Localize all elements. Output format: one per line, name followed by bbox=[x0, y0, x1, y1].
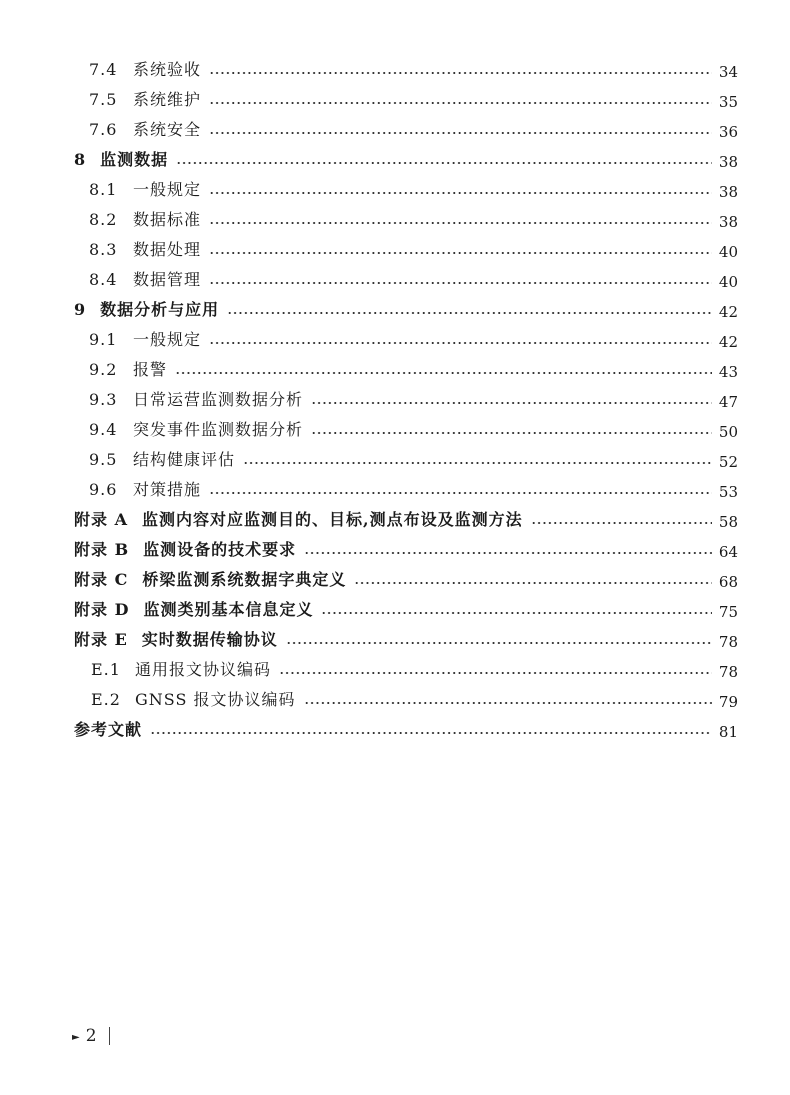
toc-entry[interactable] bbox=[0, 685, 790, 715]
dot-leader bbox=[209, 251, 712, 255]
toc-page-number: 53 bbox=[718, 483, 738, 501]
toc-entry[interactable] bbox=[0, 655, 790, 685]
toc-page-number: 50 bbox=[718, 423, 738, 441]
toc-number: 9 bbox=[74, 300, 87, 319]
toc-title: 结构健康评估 bbox=[133, 450, 236, 469]
toc-entry[interactable] bbox=[0, 475, 790, 505]
toc-number: 9.6 bbox=[89, 480, 118, 499]
toc-entry[interactable] bbox=[0, 355, 790, 385]
toc-appendix-entry[interactable] bbox=[0, 535, 790, 565]
page-footer bbox=[72, 1026, 110, 1046]
dot-leader bbox=[209, 491, 712, 495]
toc-page-number: 35 bbox=[718, 93, 738, 111]
toc-page-number: 81 bbox=[718, 723, 738, 741]
toc-page-number: 68 bbox=[718, 573, 738, 591]
toc-title: 一般规定 bbox=[133, 180, 202, 199]
toc-number: 9.2 bbox=[89, 360, 118, 379]
toc-title: 系统安全 bbox=[133, 120, 202, 139]
toc-number: 8.4 bbox=[89, 270, 118, 289]
dot-leader bbox=[311, 431, 712, 435]
toc-number: 8.3 bbox=[89, 240, 118, 259]
dot-leader bbox=[279, 671, 712, 675]
toc-page-number: 43 bbox=[718, 363, 738, 381]
dot-leader bbox=[209, 281, 712, 285]
toc-page-number: 38 bbox=[718, 213, 738, 231]
toc-appendix-entry[interactable] bbox=[0, 565, 790, 595]
toc-page-number: 78 bbox=[718, 663, 738, 681]
toc-title: 系统验收 bbox=[133, 60, 202, 79]
dot-leader bbox=[354, 581, 712, 585]
toc-entry[interactable] bbox=[0, 205, 790, 235]
toc-title: 实时数据传输协议 bbox=[141, 630, 278, 649]
triangle-right-icon: ► bbox=[72, 1031, 80, 1043]
toc-page-number: 38 bbox=[718, 153, 738, 171]
toc-title: 报警 bbox=[133, 360, 168, 379]
toc-entry[interactable] bbox=[0, 115, 790, 145]
dot-leader bbox=[209, 71, 712, 75]
dot-leader bbox=[304, 701, 712, 705]
toc-chapter-entry[interactable] bbox=[0, 145, 790, 175]
toc-title: 数据分析与应用 bbox=[100, 300, 220, 319]
toc-number: 9.5 bbox=[89, 450, 118, 469]
toc-title: 突发事件监测数据分析 bbox=[133, 420, 304, 439]
toc-title: 一般规定 bbox=[133, 330, 202, 349]
toc-references-entry[interactable] bbox=[0, 715, 790, 745]
toc-entry[interactable] bbox=[0, 55, 790, 85]
toc-number: 7.6 bbox=[89, 120, 118, 139]
toc-page-number: 34 bbox=[718, 63, 738, 81]
toc-number: 附录 C bbox=[74, 570, 129, 589]
dot-leader bbox=[209, 101, 712, 105]
toc-number: 8.1 bbox=[89, 180, 118, 199]
toc-number: 8 bbox=[74, 150, 87, 169]
dot-leader bbox=[209, 341, 712, 345]
toc-entry[interactable] bbox=[0, 265, 790, 295]
toc-page-number: 64 bbox=[718, 543, 738, 561]
toc-page-number: 75 bbox=[718, 603, 738, 621]
toc-title: 数据管理 bbox=[133, 270, 202, 289]
toc-chapter-entry[interactable] bbox=[0, 295, 790, 325]
table-of-contents bbox=[0, 55, 790, 745]
toc-title: 监测数据 bbox=[100, 150, 169, 169]
toc-title: 监测内容对应监测目的、目标,测点布设及监测方法 bbox=[142, 510, 523, 529]
toc-page-number: 40 bbox=[718, 273, 738, 291]
toc-title: 系统维护 bbox=[133, 90, 202, 109]
dot-leader bbox=[176, 161, 712, 165]
dot-leader bbox=[243, 461, 712, 465]
dot-leader bbox=[304, 551, 712, 555]
toc-number: 9.4 bbox=[89, 420, 118, 439]
toc-page-number: 78 bbox=[718, 633, 738, 651]
dot-leader bbox=[321, 611, 712, 615]
dot-leader bbox=[209, 131, 712, 135]
toc-title: 监测设备的技术要求 bbox=[143, 540, 297, 559]
dot-leader bbox=[175, 371, 712, 375]
toc-page-number: 52 bbox=[718, 453, 738, 471]
toc-number: 附录 A bbox=[74, 510, 128, 529]
toc-entry[interactable] bbox=[0, 445, 790, 475]
toc-number: 7.4 bbox=[89, 60, 118, 79]
toc-number: 附录 E bbox=[74, 630, 128, 649]
toc-number: 7.5 bbox=[89, 90, 118, 109]
toc-title: 通用报文协议编码 bbox=[135, 660, 272, 679]
toc-title: 对策措施 bbox=[133, 480, 202, 499]
toc-page-number: 40 bbox=[718, 243, 738, 261]
toc-entry[interactable] bbox=[0, 175, 790, 205]
toc-title: 监测类别基本信息定义 bbox=[143, 600, 314, 619]
dot-leader bbox=[150, 731, 712, 735]
toc-number: 附录 B bbox=[74, 540, 130, 559]
toc-title: 桥梁监测系统数据字典定义 bbox=[142, 570, 347, 589]
toc-title: 参考文献 bbox=[74, 720, 143, 739]
toc-page-number: 47 bbox=[718, 393, 738, 411]
dot-leader bbox=[311, 401, 712, 405]
dot-leader bbox=[531, 521, 712, 525]
toc-page-number: 38 bbox=[718, 183, 738, 201]
toc-entry[interactable] bbox=[0, 415, 790, 445]
toc-number: 9.1 bbox=[89, 330, 118, 349]
toc-entry[interactable] bbox=[0, 325, 790, 355]
toc-number: E.1 bbox=[91, 660, 121, 679]
toc-title: 日常运营监测数据分析 bbox=[133, 390, 304, 409]
toc-number: 8.2 bbox=[89, 210, 118, 229]
toc-page-number: 79 bbox=[718, 693, 738, 711]
toc-page-number: 42 bbox=[718, 333, 738, 351]
toc-title: 数据处理 bbox=[133, 240, 202, 259]
toc-entry[interactable] bbox=[0, 385, 790, 415]
toc-page-number: 36 bbox=[718, 123, 738, 141]
toc-appendix-entry[interactable] bbox=[0, 505, 790, 535]
toc-entry[interactable] bbox=[0, 235, 790, 265]
toc-entry[interactable] bbox=[0, 85, 790, 115]
dot-leader bbox=[227, 311, 712, 315]
dot-leader bbox=[209, 191, 712, 195]
footer-page-number: 2 bbox=[85, 1026, 97, 1046]
toc-title: 数据标准 bbox=[133, 210, 202, 229]
toc-number: E.2 bbox=[91, 690, 121, 709]
toc-number: 9.3 bbox=[89, 390, 118, 409]
dot-leader bbox=[209, 221, 712, 225]
toc-page-number: 58 bbox=[718, 513, 738, 531]
toc-appendix-entry[interactable] bbox=[0, 625, 790, 655]
footer-divider bbox=[109, 1027, 110, 1045]
toc-number: 附录 D bbox=[74, 600, 130, 619]
toc-appendix-entry[interactable] bbox=[0, 595, 790, 625]
toc-title: GNSS 报文协议编码 bbox=[135, 690, 296, 709]
toc-page-number: 42 bbox=[718, 303, 738, 321]
dot-leader bbox=[286, 641, 712, 645]
